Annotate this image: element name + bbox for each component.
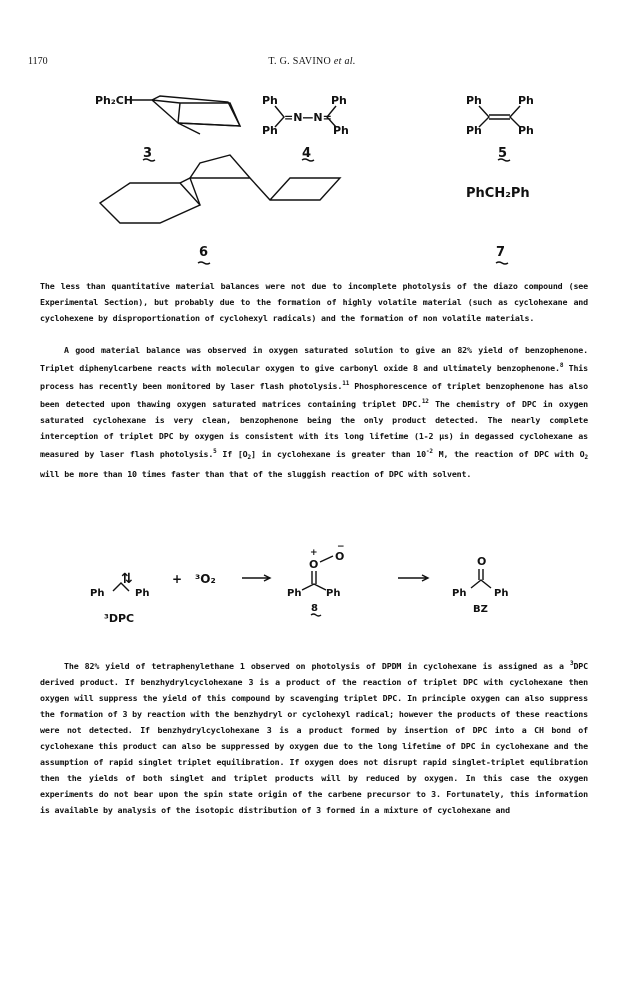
alkene-bonds <box>479 106 520 127</box>
p2-part-d: The chemistry of DPC in oxygen saturated cyclohexane is very clean, benzophenone being the only product detected. The nearly complete interception of triplet DPC by oxygen is consistent with its long lifetime (1-2 μs) in degassed cyclohexane as measured by laser flash photolysis. <box>40 399 588 459</box>
ph-label-4c: Ph <box>331 94 347 107</box>
p3-part-a: The 82% yield of tetraphenylethane 1 observed on photolysis of DPDM in cyclohexane is assigned as a <box>64 661 570 671</box>
carbonyl-oxide-minus-o: O <box>335 550 345 563</box>
p2-part-g: M, the reaction of DPC with O <box>432 449 585 459</box>
cyclohexane-ring-6b <box>190 155 340 200</box>
compound-label-8: 8 <box>311 603 318 614</box>
page-number: 1170 <box>28 56 48 67</box>
oo-bond <box>320 556 333 562</box>
dpc-ph-left: Ph <box>90 588 105 599</box>
carbonyl-oxide-plus: + <box>310 548 318 558</box>
reaction-scheme <box>90 542 508 625</box>
carbonyl-oxide-ph-right: Ph <box>326 588 341 599</box>
ph2ch-label: Ph₂CH <box>95 94 133 107</box>
benzophenone-ph-right: Ph <box>494 588 509 599</box>
benzophenone-o: O <box>477 555 487 568</box>
dpc-ph-right: Ph <box>135 588 150 599</box>
o2-subscript-b: 2 <box>584 454 588 461</box>
carbonyl-oxide-o: O <box>309 558 319 571</box>
carbonyl-oxide-minus: − <box>337 542 345 552</box>
p2-part-f: ] in cyclohexane is greater than 10 <box>250 449 426 459</box>
plus-sign: + <box>172 572 183 586</box>
ph-label-4d: Ph <box>333 124 349 137</box>
compound-label-6: 6 <box>199 245 209 260</box>
label-tilde-8 <box>311 614 321 616</box>
p3-part-b: DPC derived product. If benzhydrylcyclohexane 3 is a product of the reaction of triplet DPC with cyclohexane then oxygen will suppress the yield of this compound by scavenging triplet DPC. In principle oxygen can also suppress the formation of 3 by reaction with the benzhydryl or cyclohexyl radical; however the products of these reactions were not detected. If benzhydrylcyclohexane 3 is a product formed by insertion of DPC into a CH bond of cyclohexane this product can also be suppressed by oxygen due to the long lifetime of DPC in cyclohexane and the assumption of rapid singlet triplet equilibration. If oxygen does not disrupt rapid singlet-triplet equlibration then the yields of both singlet and triplet products will by reduced by oxygen. In this case the oxygen experiments do not bear upon the spin state origin of the carbene precursor to 3. Fortunately, this information is available by analysis of the isotopic distribution of 3 formed in a mixture of cyclohexane and <box>40 661 588 815</box>
ref-12: 12 <box>421 398 429 405</box>
triplet-superscript: 3 <box>569 660 574 667</box>
benzophenone-bonds <box>471 569 491 588</box>
running-title-authors: T. G. SAVINO <box>268 56 332 67</box>
ref-11: 11 <box>342 380 350 387</box>
cyclohexane-ring-6a <box>100 183 200 223</box>
ph-label-4b: Ph <box>262 124 278 137</box>
ph-label-5a: Ph <box>466 94 482 107</box>
label-tilde-6 <box>198 262 210 264</box>
ph-label-5c: Ph <box>518 94 534 107</box>
bz-label: BZ <box>473 604 488 615</box>
cyclohexane-ring-3 <box>132 100 240 134</box>
paragraph-3 <box>40 656 588 818</box>
structure-6 <box>100 155 340 264</box>
compound-label-3: 3 <box>143 146 153 161</box>
compound-label-5: 5 <box>498 146 508 161</box>
exponent: -2 <box>425 448 433 455</box>
structure-4 <box>262 94 349 161</box>
reaction-arrow-1 <box>242 575 270 581</box>
paragraph-1 <box>40 278 588 326</box>
azine-core: =N—N= <box>284 111 332 124</box>
ref-5: 5 <box>213 448 217 455</box>
running-title-etal: et al. <box>333 56 356 67</box>
paragraph-3-text <box>40 656 588 818</box>
triplet-spin-marks: ⇅ <box>121 571 133 587</box>
compound-label-4: 4 <box>302 146 312 161</box>
triplet-oxygen: ³O₂ <box>195 572 216 586</box>
p2-part-h: will be more than 10 times faster than that of the sluggish reaction of DPC with solvent. <box>40 469 472 479</box>
structure-3 <box>95 94 240 161</box>
o2-subscript: 2 <box>247 454 251 461</box>
ph-label-4a: Ph <box>262 94 278 107</box>
structure-7 <box>466 186 530 264</box>
p2-part-c: Phosphorescence of triplet benzophenone has also been detected upon thawing oxygen saturated matrices containing triplet DPC. <box>40 381 588 409</box>
structure-5 <box>466 94 534 161</box>
phch2ph-label: PhCH₂Ph <box>466 186 530 201</box>
paragraph-2-text <box>40 342 588 482</box>
ref-8: 8 <box>559 362 564 369</box>
benzophenone-ph-left: Ph <box>452 588 467 599</box>
p2-part-e: If [O <box>216 449 248 459</box>
p2-part-b: This process has recently been monitored by laser flash photolysis. <box>40 363 588 391</box>
compound-label-7: 7 <box>496 245 506 260</box>
label-tilde-7 <box>496 262 508 264</box>
p2-part-a: A good material balance was observed in oxygen saturated solution to give an 82% yield of benzophenone. Triplet diphenylcarbene reacts with molecular oxygen to give carbonyl oxide 8 and ultimately benzophenone. <box>40 345 588 373</box>
paragraph-2 <box>40 342 588 482</box>
reaction-arrow-2 <box>398 575 428 581</box>
ph-label-5b: Ph <box>466 124 482 137</box>
carbonyl-oxide-bonds <box>302 571 326 590</box>
carbonyl-oxide-ph-left: Ph <box>287 588 302 599</box>
ph-label-5d: Ph <box>518 124 534 137</box>
dpc-label: ³DPC <box>104 612 135 625</box>
paragraph-1-text: The less than quantitative material balances were not due to incomplete photolysis of the diazo compound (see Experimental Section), but probably due to the formation of highly volatile material (such as cyclohexane and cyclohexene by disproportionation of cyclohexyl radicals) and the formation of non volatile materials. <box>40 281 588 323</box>
